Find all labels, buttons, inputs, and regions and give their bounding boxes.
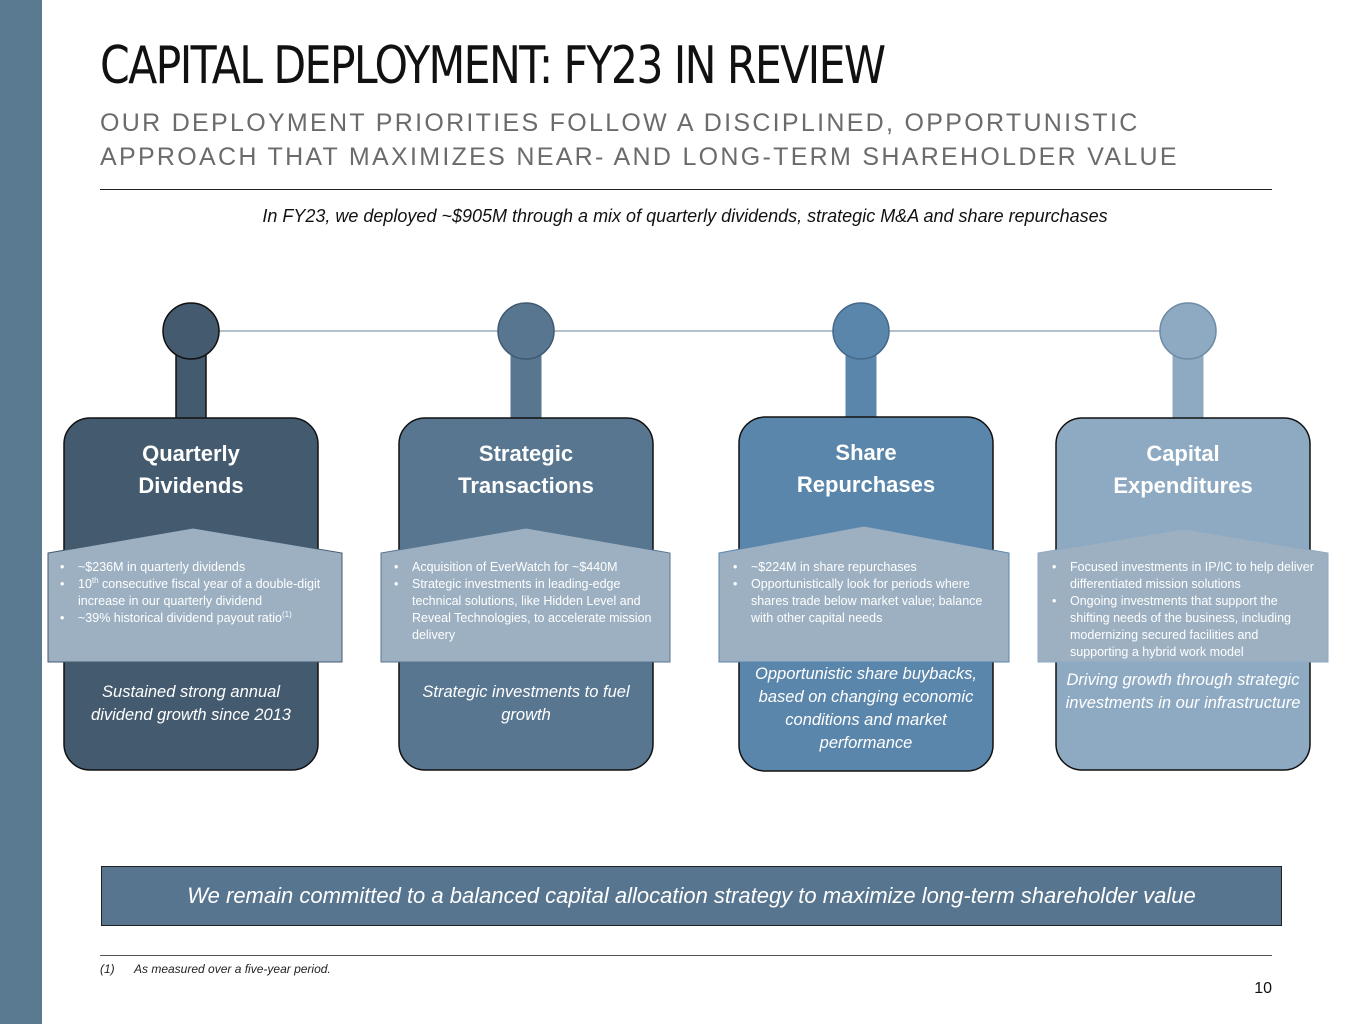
bullet-item: • ~$224M in share repurchases [727,559,1001,576]
pillar-title-line2: Repurchases [796,472,936,497]
bullet-item [54,610,334,627]
pillar-title-line1: Quarterly [142,441,240,466]
bullet-item: • Opportunistically look for periods where shares trade below market value; balance with other capital needs [727,576,1001,627]
bullet-list-capex [1046,559,1320,661]
caption-transactions: Strategic investments to fuel growth [422,683,630,724]
pillar-title-line1: Strategic [478,441,574,466]
node-transactions [498,303,554,359]
bullet-text: consecutive fiscal year of a double-digit increase in our quarterly dividend [78,577,321,608]
pillar-title-repurchases [756,437,976,501]
bullet-list-transactions [388,559,660,644]
bullet-item: • Acquisition of EverWatch for ~$440M [388,559,660,576]
pillar-title-line1: Capital [1146,441,1220,466]
footnote-number: (1) [100,962,115,976]
bullet-item [54,576,334,610]
pillar-title-line2: Expenditures [1113,473,1253,498]
node-capex [1160,303,1216,359]
intro-statement: In FY23, we deployed ~$905M through a mix of quarterly dividends, strategic M&A and share repurchases [262,206,1108,226]
page-subtitle: OUR DEPLOYMENT PRIORITIES FOLLOW A DISCIPLINED, OPPORTUNISTIC APPROACH THAT MAXIMIZES NEAR- AND LONG-TERM SHAREHOLDER VALUE [100,109,1179,171]
banner-text: We remain committed to a balanced capital allocation strategy to maximize long-term shareholder value [187,883,1196,908]
page-number: 10 [1254,980,1272,997]
pillar-title-dividends [81,438,301,502]
bullet-text: 10 [78,577,92,591]
bullet-text: ~39% historical dividend payout ratio [78,611,282,625]
bullet-item: • Strategic investments in leading-edge technical solutions, like Hidden Level and Reveal Technologies, to accelerate mission delivery [388,576,660,644]
pillar-title-capex [1073,438,1293,502]
commitment-banner [101,866,1282,926]
bullet-item: • Focused investments in IP/IC to help deliver differentiated mission solutions [1046,559,1320,593]
bullet-item: • ~$236M in quarterly dividends [54,559,334,576]
page-title: CAPITAL DEPLOYMENT: FY23 IN REVIEW [100,36,885,96]
bullet-list-repurchases [727,559,1001,627]
bullet-list-dividends [54,559,334,627]
footnote-reference: (1) [281,609,292,619]
superscript: th [91,575,99,585]
node-repurchases [833,303,889,359]
caption-dividends: Sustained strong annual dividend growth since 2013 [91,683,291,724]
bullet-item: • Ongoing investments that support the shifting needs of the business, including modernizing secured facilities and supporting a hybrid work model [1046,593,1320,661]
footnote-text: As measured over a five-year period. [134,962,331,976]
pillar-title-transactions [416,438,636,502]
node-dividends [163,303,219,359]
caption-capex: Driving growth through strategic investments in our infrastructure [1065,671,1301,712]
pillar-title-line2: Transactions [458,473,594,498]
pillar-title-line1: Share [835,440,897,465]
footnote [100,962,331,976]
footer-divider [100,955,1272,956]
pillar-title-line2: Dividends [138,473,244,498]
caption-repurchases: Opportunistic share buybacks, based on changing economic conditions and market performance [755,665,977,752]
